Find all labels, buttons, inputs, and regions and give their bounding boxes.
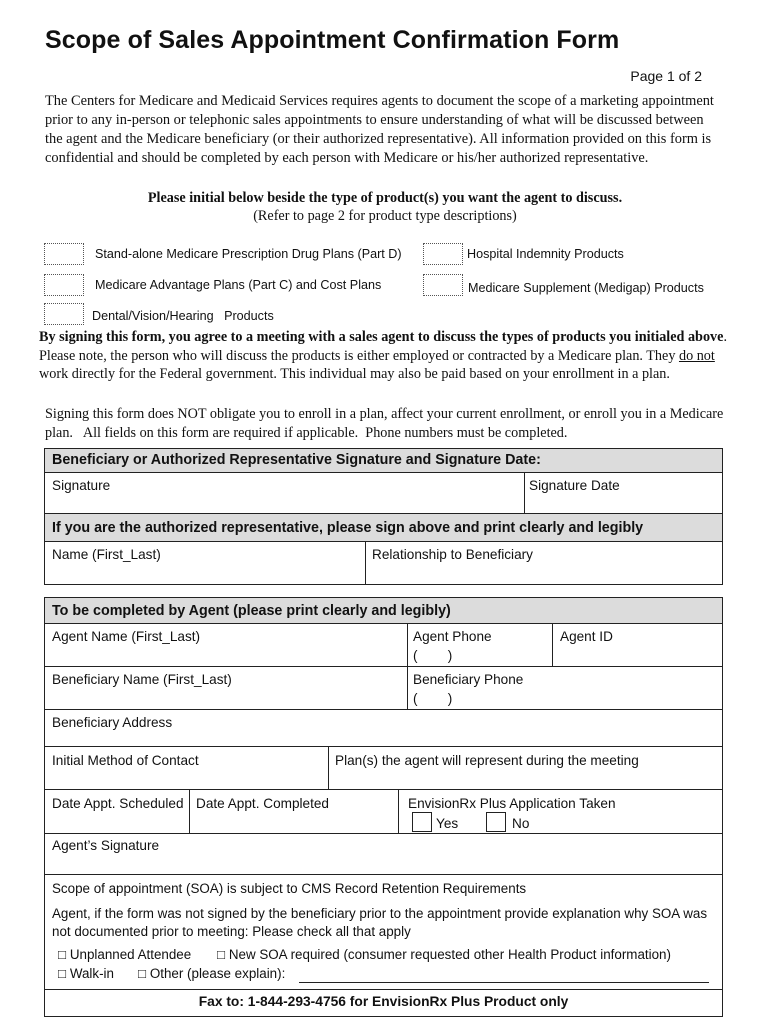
consent-bold: By signing this form, you agree to a meeting with a sales agent to discuss the types of products you initialed above xyxy=(39,329,724,345)
consent-text-1: . Please note, the person who will discuss the products is either employed or contracted by a Medicare plan. They xyxy=(39,329,727,364)
yes-label: Yes xyxy=(436,816,459,831)
divider xyxy=(45,666,722,667)
checkbox-icon: □ xyxy=(58,966,67,981)
beneficiary-address-label: Beneficiary Address xyxy=(52,715,173,730)
product-instruction-sub: (Refer to page 2 for product type descriptions) xyxy=(253,208,517,224)
no-label: No xyxy=(512,816,530,831)
other-option[interactable] xyxy=(138,966,285,981)
divider xyxy=(45,789,722,790)
date-completed-label: Date Appt. Completed xyxy=(196,796,329,811)
walkin-option[interactable] xyxy=(58,966,114,981)
beneficiary-phone-parens: ( ) xyxy=(413,691,453,706)
divider xyxy=(45,833,722,834)
divider xyxy=(365,542,366,584)
product-label-dental: Dental/Vision/Hearing Products xyxy=(92,309,274,323)
divider xyxy=(45,746,722,747)
initial-box-hospital[interactable] xyxy=(423,243,463,265)
divider xyxy=(189,789,190,833)
walkin-label: Walk-in xyxy=(69,966,114,981)
beneficiary-name-label: Beneficiary Name (First_Last) xyxy=(52,672,232,687)
application-taken-label: EnvisionRx Plus Application Taken xyxy=(408,796,616,811)
agent-id-label: Agent ID xyxy=(560,629,613,644)
signature-date-label: Signature Date xyxy=(529,478,620,493)
unplanned-option[interactable] xyxy=(58,947,191,962)
product-label-hospital: Hospital Indemnity Products xyxy=(467,247,624,261)
consent-underline: do not xyxy=(678,347,715,364)
product-label-supplement: Medicare Supplement (Medigap) Products xyxy=(468,281,704,295)
relationship-label: Relationship to Beneficiary xyxy=(372,547,533,562)
product-label-part-d: Stand-alone Medicare Prescription Drug Plans (Part D) xyxy=(95,247,402,261)
agent-phone-parens: ( ) xyxy=(413,648,453,663)
consent-paragraph xyxy=(39,328,729,384)
soa-explanation-text: Agent, if the form was not signed by the beneficiary prior to the appointment provide explanation why SOA was not documented prior to meeting: Please check all that apply xyxy=(52,906,708,939)
divider xyxy=(407,666,408,709)
agent-signature-label: Agent’s Signature xyxy=(52,838,160,853)
checkbox-icon: □ xyxy=(138,966,147,981)
soa-retention-text: Scope of appointment (SOA) is subject to CMS Record Retention Requirements xyxy=(52,881,527,896)
initial-box-supplement[interactable] xyxy=(423,274,463,296)
new-soa-option[interactable] xyxy=(217,947,671,962)
beneficiary-section-header: Beneficiary or Authorized Representative Signature and Signature Date: xyxy=(45,449,722,473)
beneficiary-section xyxy=(44,448,723,585)
divider xyxy=(407,624,408,666)
beneficiary-phone-label: Beneficiary Phone xyxy=(413,672,524,687)
product-label-advantage: Medicare Advantage Plans (Part C) and Cost Plans xyxy=(95,278,382,292)
divider xyxy=(45,874,722,875)
consent-text-2: work directly for the Federal government. This individual may also be paid based on your enrollment in a plan. xyxy=(39,366,670,383)
divider xyxy=(552,624,553,666)
initial-box-part-d[interactable] xyxy=(44,243,84,265)
page-number: Page 1 of 2 xyxy=(630,68,702,84)
signature-label: Signature xyxy=(52,478,111,493)
plans-label: Plan(s) the agent will represent during the meeting xyxy=(335,753,639,768)
initial-box-dental[interactable] xyxy=(44,303,84,325)
agent-section-header: To be completed by Agent (please print clearly and legibly) xyxy=(45,598,722,624)
divider xyxy=(398,789,399,833)
agent-phone-label: Agent Phone xyxy=(413,629,492,644)
yes-checkbox[interactable] xyxy=(412,812,432,832)
product-instruction: Please initial below beside the type of product(s) you want the agent to discuss. xyxy=(147,190,623,206)
page-title: Scope of Sales Appointment Confirmation Form xyxy=(45,26,620,54)
initial-contact-label: Initial Method of Contact xyxy=(52,753,199,768)
checkbox-icon: □ xyxy=(58,947,67,962)
fax-line: Fax to: 1-844-293-4756 for EnvisionRx Plus Product only xyxy=(198,994,569,1009)
initial-box-advantage[interactable] xyxy=(44,274,84,296)
divider xyxy=(45,989,722,990)
other-label: Other (please explain): xyxy=(149,966,286,981)
divider xyxy=(45,709,722,710)
other-explain-line[interactable] xyxy=(299,982,709,983)
unplanned-label: Unplanned Attendee xyxy=(69,947,192,962)
obligation-paragraph: Signing this form does NOT obligate you to enroll in a plan, affect your current enrollment, or enroll you in a Medicare plan. All fields on this form are required if applicable. Phone numbers must be completed. xyxy=(45,406,727,441)
date-scheduled-label: Date Appt. Scheduled xyxy=(52,796,184,811)
agent-name-label: Agent Name (First_Last) xyxy=(52,629,201,644)
agent-section xyxy=(44,597,723,1017)
authorized-rep-header: If you are the authorized representative, please sign above and print clearly and legibly xyxy=(45,513,722,542)
divider xyxy=(524,473,525,513)
rep-name-label: Name (First_Last) xyxy=(52,547,161,562)
no-checkbox[interactable] xyxy=(486,812,506,832)
intro-paragraph: The Centers for Medicare and Medicaid Services requires agents to document the scope of a marketing appointment prior to any in-person or telephonic sales appointments to ensure understanding of what will be discussed between the agent and the Medicare beneficiary (or their authorized representative). All information provided on this form is confidential and should be completed by each person with Medicare or his/her authorized representative. xyxy=(45,93,714,166)
checkbox-icon: □ xyxy=(217,947,226,962)
divider xyxy=(328,746,329,789)
new-soa-label: New SOA required (consumer requested other Health Product information) xyxy=(228,947,671,962)
